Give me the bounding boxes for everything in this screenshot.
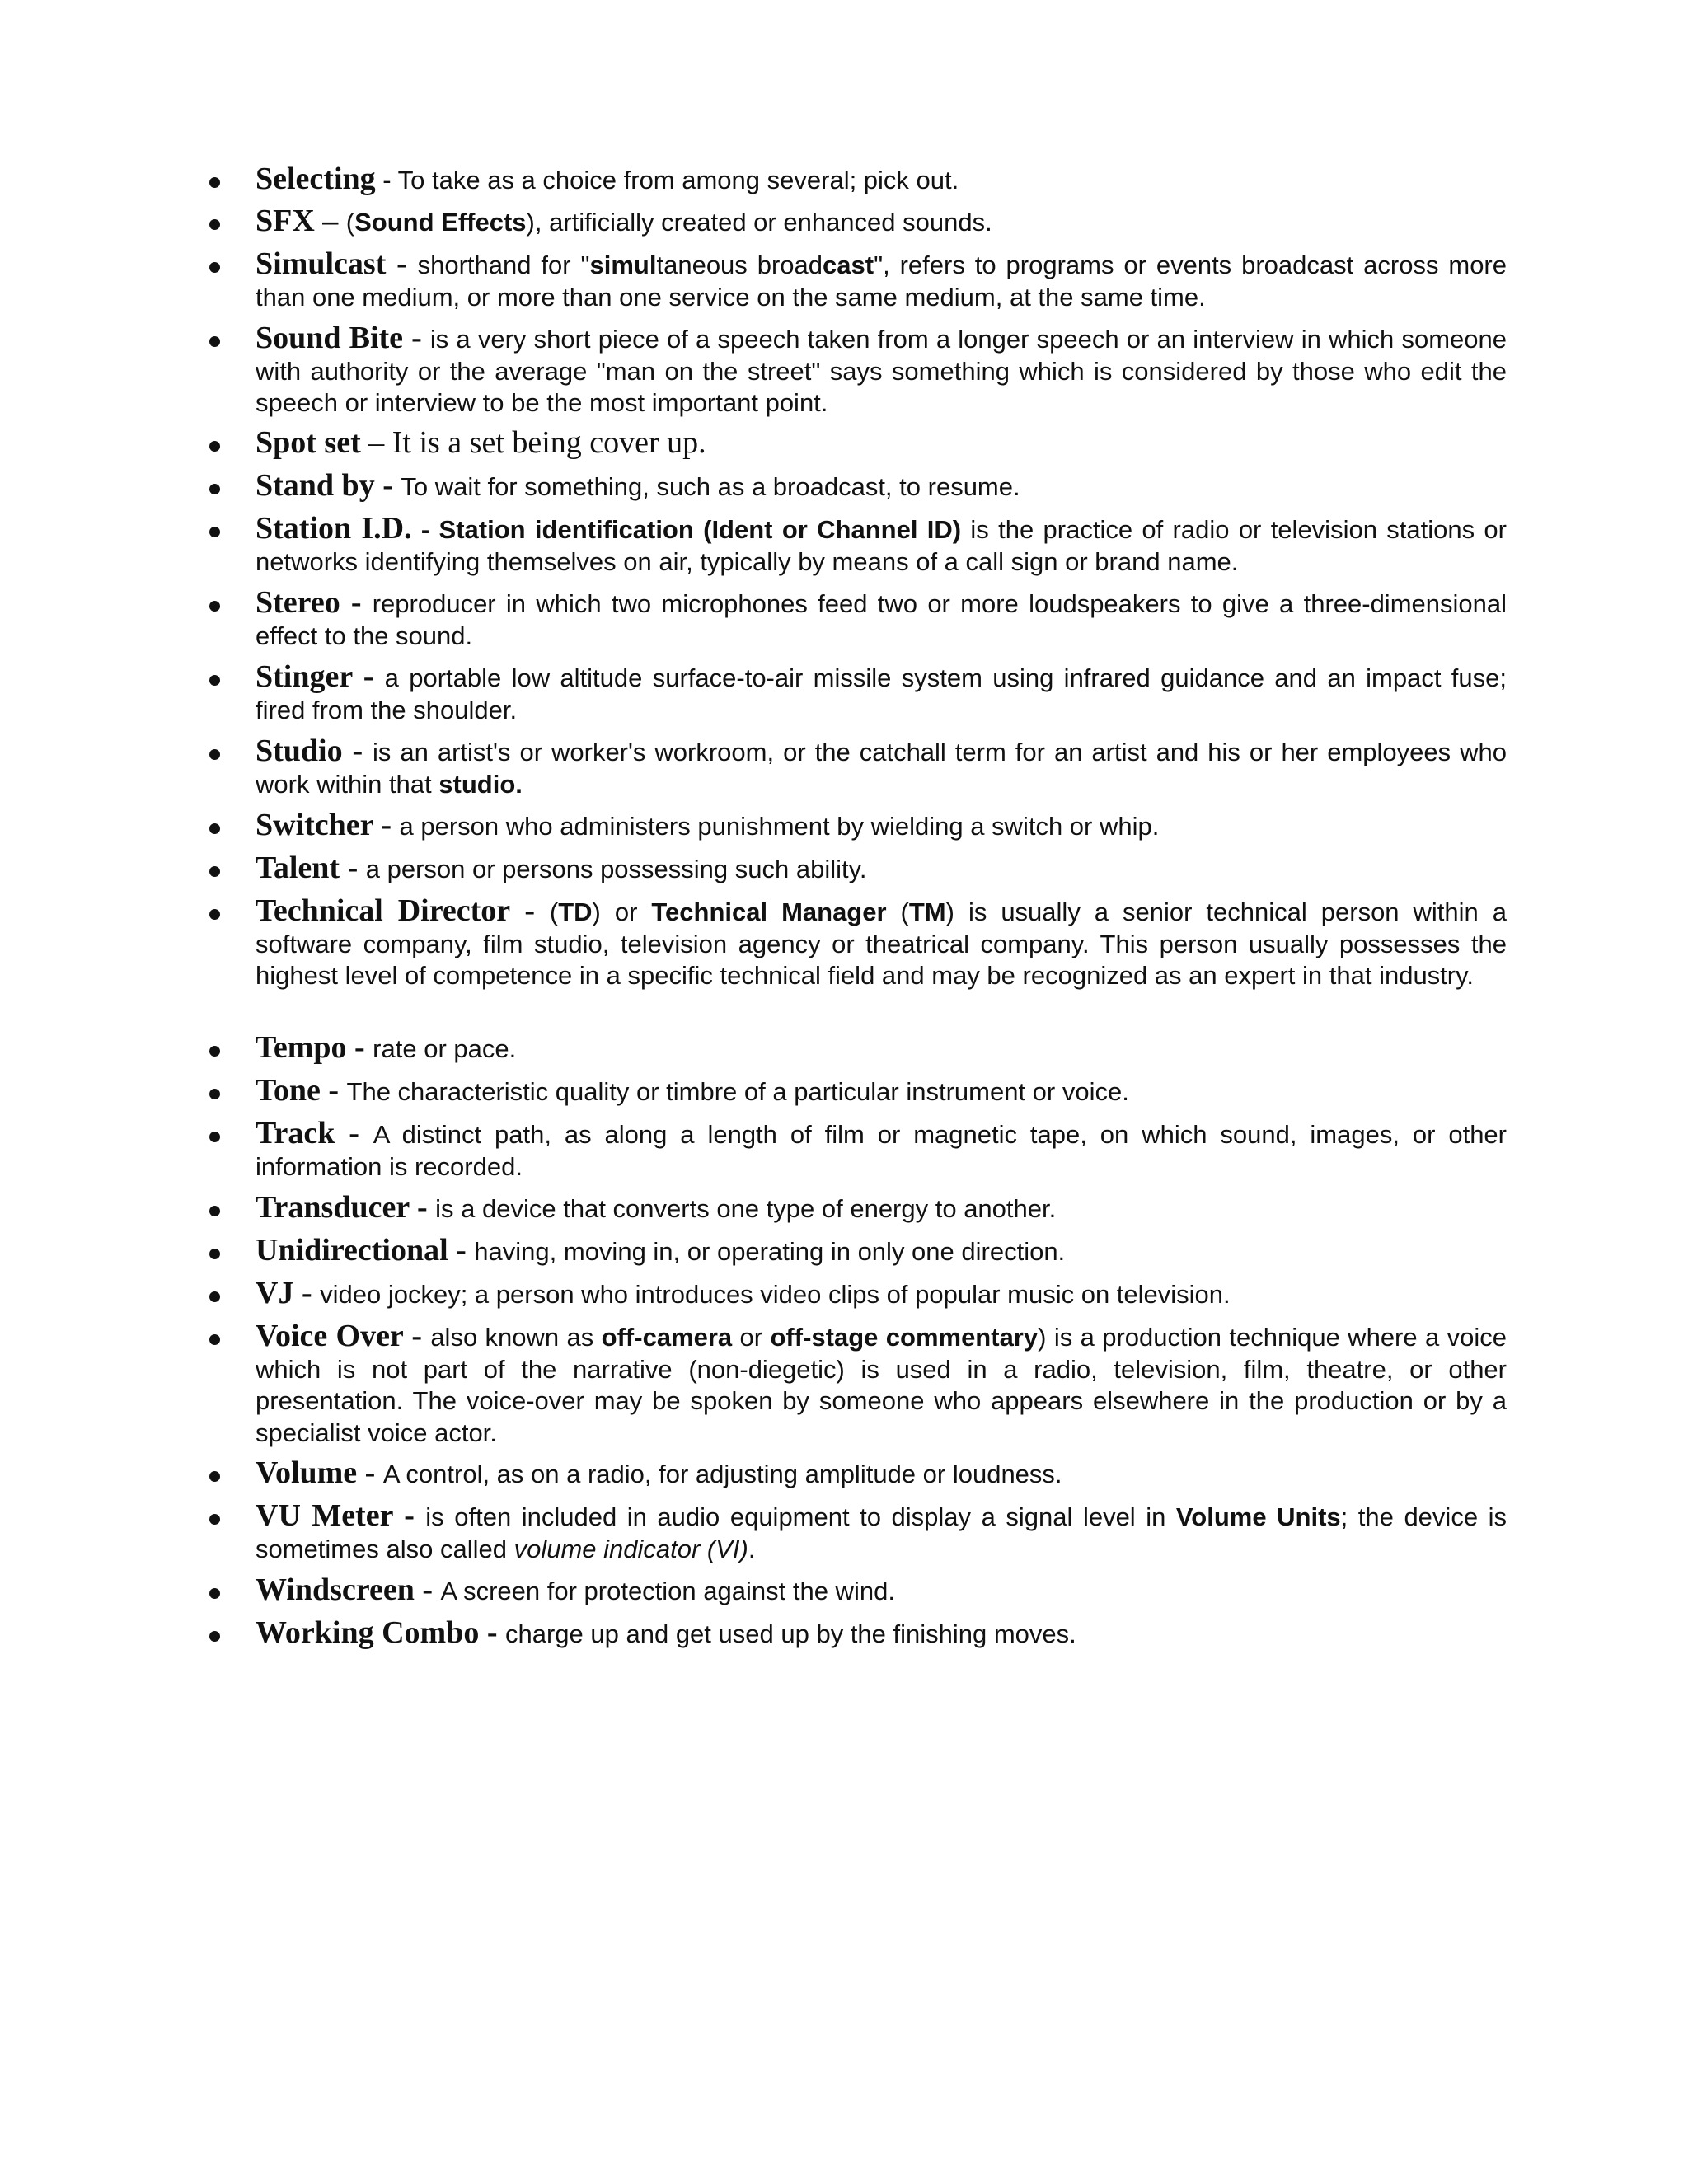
entry-separator: - — [373, 808, 400, 842]
bullet-icon — [209, 823, 220, 834]
entry-definition: also known as — [430, 1323, 602, 1352]
bullet-icon — [209, 675, 220, 686]
entry-definition: A distinct path, as along a length of film or magnetic tape, on which sound, images, or other information is recorded. — [256, 1120, 1507, 1181]
glossary-entry-station-id — [256, 513, 1507, 578]
entry-separator: - — [509, 893, 550, 928]
glossary-entry-simulcast — [256, 248, 1507, 313]
entry-definition: ( — [549, 898, 559, 926]
bullet-icon — [209, 1471, 220, 1482]
entry-term: Switcher — [256, 808, 373, 842]
bullet-icon — [209, 1334, 220, 1345]
glossary-entry-vj — [256, 1277, 1507, 1311]
entry-definition: ) is usually a senior technical person within a software company, film studio, television agency or theatrical company. This person usually possesses the highest level of competence in a specific technical field and may be recognized as an expert in that industry. — [256, 898, 1507, 990]
entry-definition: a person or persons possessing such ability. — [365, 855, 867, 883]
bullet-icon — [209, 1631, 220, 1642]
entry-separator: – — [360, 425, 392, 460]
glossary-entry-stinger — [256, 661, 1507, 726]
bullet-icon — [209, 909, 220, 920]
bullet-icon — [209, 336, 220, 347]
entry-term: VU Meter — [256, 1498, 393, 1533]
entry-definition: taneous broad — [656, 251, 823, 279]
entry-separator: - — [320, 1073, 347, 1108]
glossary-entry-sfx — [256, 205, 1507, 239]
entry-definition: ; the device is sometimes also called — [256, 1502, 1507, 1563]
glossary-entry-technical-director — [256, 895, 1507, 992]
entry-term: Selecting — [256, 162, 376, 196]
bullet-icon — [209, 1249, 220, 1259]
entry-definition-bold: Volume Units — [1175, 1502, 1341, 1531]
entry-definition: ", refers to programs or events broadcast across more than one medium, or more than one service on the same medium, at the same time. — [256, 251, 1507, 312]
entry-term: Talent — [256, 851, 340, 885]
glossary-entry-voice-over — [256, 1320, 1507, 1449]
entry-term: Sound Bite — [256, 321, 404, 355]
entry-definition: It is a set being cover up. — [392, 425, 706, 460]
entry-term: Stinger — [256, 659, 353, 694]
entry-definition-open: ( — [345, 208, 355, 237]
entry-definition-bold: off-camera — [601, 1323, 733, 1352]
entry-definition-bold: Sound Effects — [354, 208, 527, 237]
entry-term: Volume — [256, 1455, 358, 1490]
entry-definition: a person who administers punishment by wielding a switch or whip. — [399, 812, 1160, 841]
entry-term: Station I.D. — [256, 511, 412, 546]
entry-separator: - — [414, 1572, 441, 1607]
entry-term: Technical Director — [256, 893, 510, 928]
entry-definition: . — [748, 1534, 756, 1563]
entry-separator: - — [293, 1276, 321, 1310]
entry-definition: ) or — [592, 898, 652, 926]
entry-definition: ( — [886, 898, 909, 926]
glossary-entry-track — [256, 1118, 1507, 1183]
entry-separator: - — [335, 1116, 373, 1151]
entry-definition: is an artist's or worker's workroom, or the catchall term for an artist and his or her employees who work within that — [256, 738, 1507, 799]
entry-term: Stand by — [256, 468, 375, 503]
entry-separator: - — [409, 1190, 436, 1225]
bullet-icon — [209, 177, 220, 188]
entry-separator: - — [340, 585, 373, 620]
glossary-entry-sound-bite — [256, 322, 1507, 419]
entry-definition-bold: off-stage commentary — [770, 1323, 1039, 1352]
entry-separator: - — [448, 1233, 475, 1268]
glossary-entry-selecting — [256, 163, 1507, 197]
entry-definition: is a device that converts one type of energy to another. — [435, 1194, 1057, 1223]
glossary-entry-switcher — [256, 809, 1507, 843]
entry-separator: - — [340, 851, 366, 885]
glossary-entry-volume — [256, 1457, 1507, 1491]
entry-definition-bold: Technical Manager — [651, 898, 887, 926]
glossary-entry-studio — [256, 735, 1507, 800]
glossary-entry-tempo — [256, 1032, 1507, 1066]
bullet-icon — [209, 441, 220, 452]
glossary-entry-working-combo — [256, 1617, 1507, 1651]
entry-term: SFX — [256, 204, 315, 238]
bullet-icon — [209, 1132, 220, 1142]
entry-definition: charge up and get used up by the finishing moves. — [504, 1619, 1076, 1648]
entry-definition: The characteristic quality or timbre of a particular instrument or voice. — [346, 1077, 1129, 1106]
entry-separator: - — [342, 733, 373, 768]
entry-definition: A control, as on a radio, for adjusting amplitude or loudness. — [382, 1460, 1062, 1488]
entry-definition: having, moving in, or operating in only one direction. — [474, 1237, 1066, 1266]
bullet-icon — [209, 527, 220, 537]
entry-definition: A screen for protection against the wind. — [440, 1577, 895, 1605]
entry-definition: video jockey; a person who introduces video clips of popular music on television. — [320, 1280, 1231, 1309]
entry-definition: ), artificially created or enhanced sounds. — [526, 208, 992, 237]
entry-separator: - — [403, 1319, 431, 1353]
entry-term: VJ — [256, 1276, 294, 1310]
bullet-icon — [209, 484, 220, 494]
entry-term: Voice Over — [256, 1319, 404, 1353]
entry-term: Transducer — [256, 1190, 410, 1225]
entry-definition-bold: cast — [823, 251, 874, 279]
bullet-icon — [209, 866, 220, 877]
entry-separator: - — [357, 1455, 383, 1490]
bullet-icon — [209, 749, 220, 760]
entry-term: Windscreen — [256, 1572, 415, 1607]
glossary-entry-tone — [256, 1075, 1507, 1108]
bullet-icon — [209, 601, 220, 612]
entry-term: Tempo — [256, 1030, 347, 1065]
glossary-entry-vu-meter — [256, 1500, 1507, 1565]
entry-definition: ) is a production technique where a voice which is not part of the narrative (non-diegetic) is used in a radio, television, film, theatre, or other presentation. The voice-over may be spoken by someone who appears elsewhere in the production or by a specialist voice actor. — [256, 1323, 1507, 1447]
entry-term: Working Combo — [256, 1615, 480, 1650]
entry-definition-bold: TM — [908, 898, 946, 926]
entry-definition-bold: simul — [589, 251, 657, 279]
entry-separator: - — [374, 468, 401, 503]
bullet-icon — [209, 1089, 220, 1099]
bullet-icon — [209, 219, 220, 230]
entry-definition: shorthand for " — [417, 251, 590, 279]
entry-term: Stereo — [256, 585, 340, 620]
bullet-icon — [209, 1514, 220, 1525]
bullet-icon — [209, 1588, 220, 1599]
glossary-entry-spot-set — [256, 427, 1507, 461]
entry-separator: - — [352, 659, 385, 694]
entry-definition: To take as a choice from among several; pick out. — [397, 166, 959, 194]
entry-term: Track — [256, 1116, 335, 1151]
entry-separator: - — [392, 1498, 426, 1533]
glossary-entry-windscreen — [256, 1574, 1507, 1608]
entry-definition: or — [732, 1323, 771, 1352]
glossary-entry-stand-by — [256, 470, 1507, 504]
entry-definition-italic: volume indicator (VI) — [513, 1534, 748, 1563]
entry-definition-end: . — [515, 769, 523, 799]
entry-separator: - — [346, 1030, 373, 1065]
entry-term: Unidirectional — [256, 1233, 448, 1268]
bullet-icon — [209, 1206, 220, 1216]
entry-definition-bold: TD — [558, 898, 593, 926]
glossary-entry-talent — [256, 852, 1507, 886]
entry-definition: is the practice of radio or television stations or networks identifying themselves on air, typically by means of a call sign or brand name. — [256, 515, 1507, 576]
entry-definition: is a very short piece of a speech taken from a longer speech or an interview in which someone with authority or the average "man on the street" says something which is considered by those who edit the speech or interview to be the most important point. — [256, 325, 1507, 417]
entry-term: Tone — [256, 1073, 321, 1108]
glossary-entry-unidirectional — [256, 1235, 1507, 1268]
entry-separator: - — [411, 515, 439, 544]
entry-separator: - — [403, 321, 430, 355]
entry-separator: - — [479, 1615, 505, 1650]
entry-definition-bold: studio — [438, 769, 516, 799]
entry-definition: reproducer in which two microphones feed two or more loudspeakers to give a three-dimensional effect to the sound. — [256, 589, 1507, 650]
entry-term: Studio — [256, 733, 343, 768]
entry-term: Simulcast — [256, 246, 387, 281]
entry-separator: - — [386, 246, 418, 281]
entry-separator: - — [375, 166, 398, 194]
bullet-icon — [209, 262, 220, 273]
entry-definition: a portable low altitude surface-to-air missile system using infrared guidance and an impact fuse; fired from the shoulder. — [256, 663, 1507, 724]
entry-definition: To wait for something, such as a broadcast, to resume. — [401, 472, 1020, 501]
entry-term: Spot set — [256, 425, 361, 460]
glossary-entry-stereo — [256, 587, 1507, 652]
entry-separator: – — [314, 204, 346, 238]
bullet-icon — [209, 1046, 220, 1057]
bullet-icon — [209, 1291, 220, 1302]
entry-definition-bold: Station identification (Ident or Channel ID) — [438, 515, 962, 544]
glossary-entry-transducer — [256, 1192, 1507, 1226]
entry-definition: is often included in audio equipment to display a signal level in — [425, 1502, 1176, 1531]
entry-definition: rate or pace. — [373, 1034, 517, 1063]
